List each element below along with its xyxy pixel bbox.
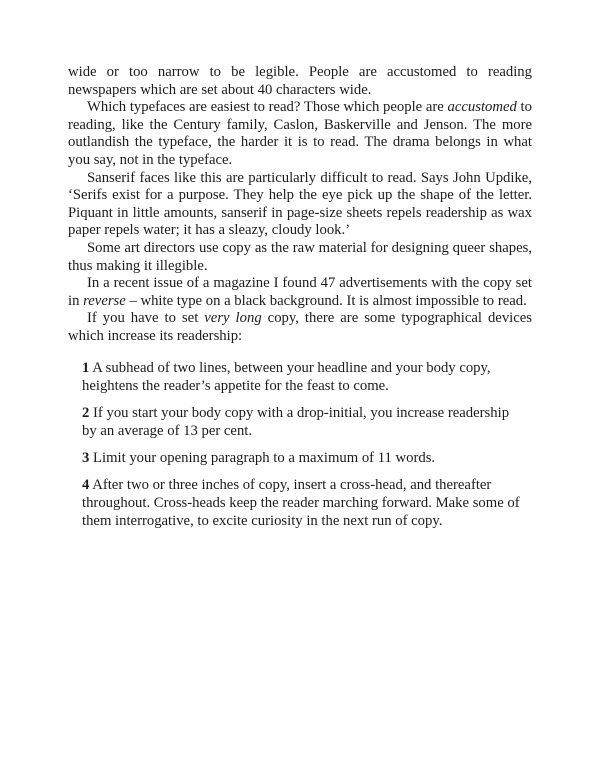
text-run: Some art directors use copy as the raw material for designing queer shapes, thus making it illegible.	[68, 239, 532, 274]
text-run: Which typefaces are easiest to read? Those which people are	[87, 99, 448, 116]
list-item	[82, 449, 526, 467]
list-item-number: 4	[82, 476, 90, 493]
text-block	[68, 64, 532, 530]
paragraph	[68, 99, 532, 169]
list-item	[82, 404, 526, 440]
text-run: wide or too narrow to be legible. People are accustomed to reading newspapers which are set about 40 characters wide.	[68, 64, 532, 98]
text-run: If you have to set	[87, 310, 205, 327]
paragraph	[68, 275, 532, 310]
italic-text-run: very long	[204, 310, 262, 327]
paragraph	[68, 310, 532, 345]
list-item-number: 1	[82, 359, 90, 376]
italic-text-run: accustomed	[447, 99, 517, 116]
paragraphs	[68, 64, 532, 346]
text-run: After two or three inches of copy, insert a cross-head, and thereafter throughout. Cross-heads keep the reader marching forward. Make some of them interrogative, to excite curiosity in the next run of copy.	[82, 476, 520, 529]
paragraph	[68, 64, 532, 99]
paragraph	[68, 170, 532, 240]
numbered-list	[68, 359, 532, 530]
text-run: – white type on a black background. It is almost impossible to read.	[125, 292, 527, 309]
list-item	[82, 359, 526, 395]
text-run: In a recent issue of a magazine I found 47 advertisements with the copy set in	[68, 275, 532, 309]
list-item	[82, 476, 526, 530]
list-item-number: 3	[82, 449, 90, 466]
text-run: copy, there are some typographical devices which increase its readership:	[68, 310, 533, 344]
italic-text-run: reverse	[83, 292, 126, 309]
text-run: A subhead of two lines, between your headline and your body copy, heightens the reader’s appetite for the feast to come.	[82, 359, 491, 394]
text-run: If you start your body copy with a drop-initial, you increase readership by an average of 13 per cent.	[82, 404, 510, 439]
paragraph	[68, 240, 532, 275]
list-item-number: 2	[82, 404, 90, 421]
text-run: to reading, like the Century family, Caslon, Baskerville and Jenson. The more outlandish the typeface, the harder it is to read. The drama belongs in what you say, not in the typeface.	[68, 99, 532, 168]
text-run: Sanserif faces like this are particularly difficult to read. Says John Updike, ‘Serifs exist for a purpose. They help the eye pick up the shape of the letter. Piquant in little amounts, sanserif in page-size sheets repels readership as wax paper repels water; it has a sleazy, cloudy look.’	[68, 169, 532, 239]
text-run: Limit your opening paragraph to a maximum of 11 words.	[93, 449, 436, 466]
